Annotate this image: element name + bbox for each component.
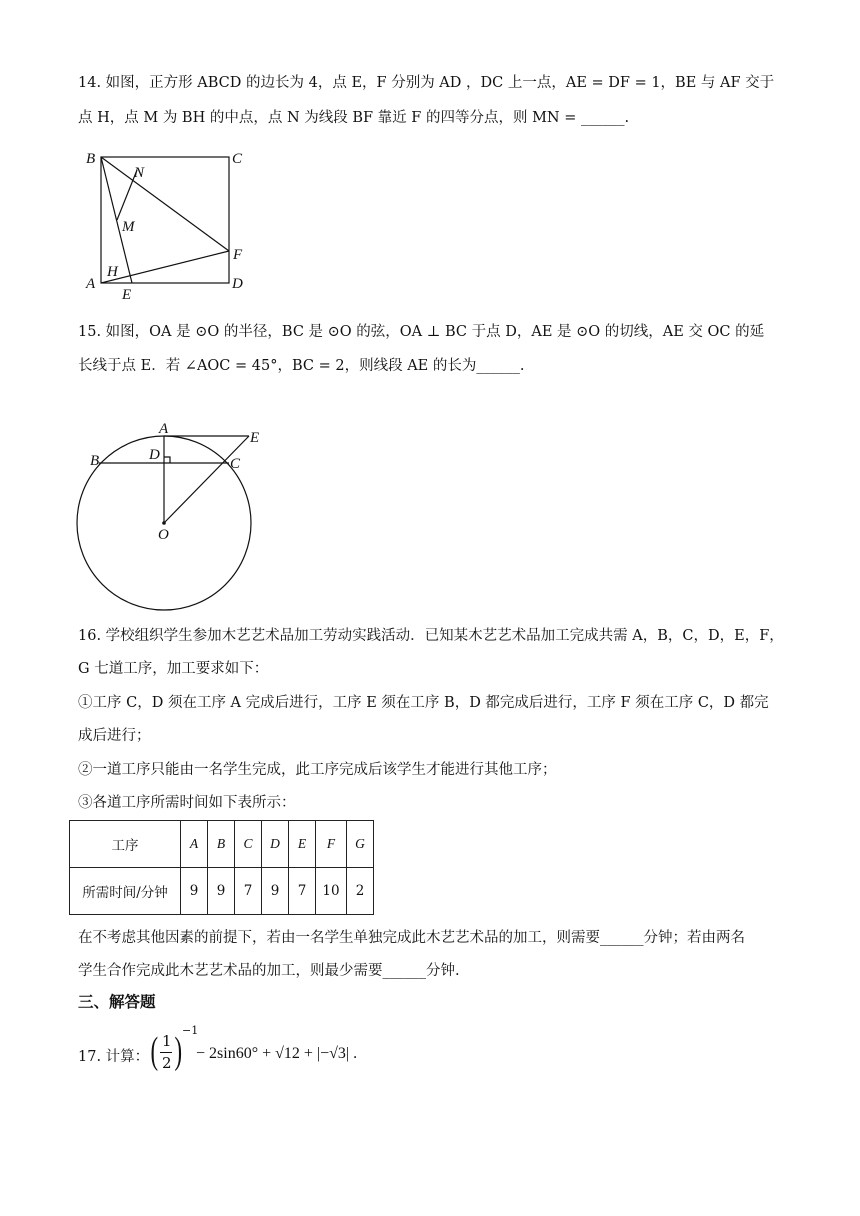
table-cell-time: 9 (208, 868, 235, 915)
q16-text-line7: 在不考虑其他因素的前提下，若由一名学生单独完成此木艺艺术品的加工，则需要______分钟；若由两名 (78, 930, 745, 946)
center-dot (162, 521, 166, 525)
label-d: D (232, 276, 243, 292)
table-cell-time: 7 (289, 868, 316, 915)
label-a: A (159, 421, 169, 437)
left-paren: ( (150, 1030, 159, 1072)
q17-fraction-group (148, 1024, 199, 1076)
right-paren: ) (174, 1030, 183, 1072)
q16-text-line8: 学生合作完成此木艺艺术品的加工，则最少需要______分钟. (78, 963, 460, 979)
fraction-numerator: 1 (162, 1032, 172, 1050)
q16-text-line3: ①工序 C，D 须在工序 A 完成后进行，工序 E 须在工序 B，D 都完成后进行，工序 F 须在工序 C，D 都完 (78, 695, 769, 711)
section-title: 三、解答题 (78, 993, 156, 1011)
table-cell-time: 10 (316, 868, 347, 915)
q16-text-line4: 成后进行； (78, 728, 151, 744)
table-cell-step: B (208, 821, 235, 868)
right-angle-mark (164, 457, 170, 463)
q14-text-line2: 点 H，点 M 为 BH 的中点，点 N 为线段 BF 靠近 F 的四等分点，则 MN = ______. (78, 110, 630, 126)
label-o: O (158, 527, 169, 543)
table-cell-step: G (347, 821, 374, 868)
table-cell-time: 9 (262, 868, 289, 915)
table-header-time: 所需时间/分钟 (70, 868, 181, 915)
process-time-table (69, 820, 374, 915)
table-cell-step: D (262, 821, 289, 868)
label-m: M (122, 219, 135, 235)
q17-expression-rest: − 2sin60° + √12 + |−√3| . (196, 1045, 358, 1062)
q14-square-figure (80, 145, 270, 305)
table-cell-step: A (181, 821, 208, 868)
label-h: H (107, 264, 118, 280)
table-row-steps (70, 821, 374, 868)
fraction-denominator: 2 (162, 1054, 172, 1072)
table-cell-step: E (289, 821, 316, 868)
exponent: −1 (182, 1024, 199, 1037)
label-c: C (232, 151, 243, 167)
table-cell-step: F (316, 821, 347, 868)
label-f: F (233, 247, 243, 263)
label-b: B (90, 453, 100, 469)
label-d: D (149, 447, 160, 463)
q15-circle-figure (75, 418, 275, 614)
label-e: E (250, 430, 260, 446)
q16-text-line1: 16. 学校组织学生参加木艺艺术品加工劳动实践活动．已知某木艺艺术品加工完成共需 A，B，C，D，E，F， (78, 628, 784, 644)
label-c: C (230, 456, 241, 472)
q15-text-line1: 15. 如图，OA 是 ⊙O 的半径，BC 是 ⊙O 的弦，OA ⊥ BC 于点 D，AE 是 ⊙O 的切线，AE 交 OC 的延 (78, 324, 765, 340)
table-cell-time: 9 (181, 868, 208, 915)
label-b: B (86, 151, 96, 167)
table-cell-time: 7 (235, 868, 262, 915)
fraction-bar (160, 1052, 172, 1053)
table-row-times (70, 868, 374, 915)
table-header-step: 工序 (70, 821, 181, 868)
table-cell-step: C (235, 821, 262, 868)
segment-af (101, 251, 229, 283)
label-e: E (122, 287, 132, 303)
q14-text-line1: 14. 如图，正方形 ABCD 的边长为 4，点 E，F 分别为 AD ，DC 上一点，AE = DF = 1，BE 与 AF 交于 (78, 75, 775, 91)
table-cell-time: 2 (347, 868, 374, 915)
q16-text-line2: G 七道工序，加工要求如下： (78, 661, 269, 677)
q16-text-line6: ③各道工序所需时间如下表所示： (78, 795, 296, 811)
label-n: N (134, 165, 145, 181)
q16-text-line5: ②一道工序只能由一名学生完成，此工序完成后该学生才能进行其他工序； (78, 762, 557, 778)
q17-prefix: 17. 计算： (78, 1049, 150, 1065)
square-abcd (101, 157, 229, 283)
label-a: A (86, 276, 96, 292)
line-oe (164, 436, 249, 523)
q15-text-line2: 长线于点 E．若 ∠AOC = 45°，BC = 2，则线段 AE 的长为______. (78, 358, 525, 374)
